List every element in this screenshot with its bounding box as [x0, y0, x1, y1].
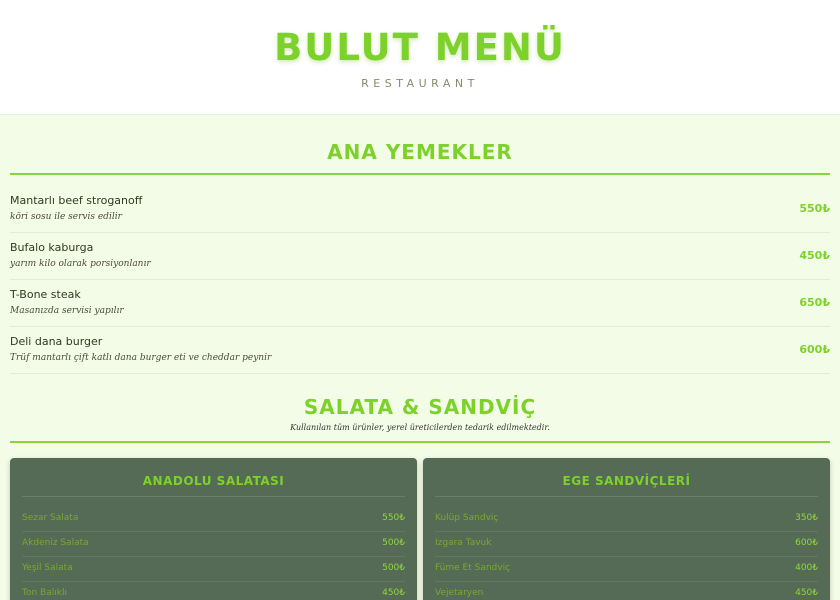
- menu-item-price: 550₺: [799, 202, 830, 215]
- card-row: [435, 557, 818, 582]
- card-divider: [435, 496, 818, 497]
- card-title: ANADOLU SALATASI: [142, 474, 285, 488]
- card-row: [435, 507, 818, 532]
- menu-item-name: T-Bone steak: [10, 288, 81, 301]
- card-row-price: 350₺: [795, 513, 818, 523]
- salad-card: [10, 458, 417, 600]
- menu-item: [10, 280, 830, 327]
- card-row: [435, 532, 818, 557]
- menu-item-name: Mantarlı beef stroganoff: [10, 194, 143, 207]
- menu-item-price: 450₺: [799, 249, 830, 262]
- sandwich-card: [423, 458, 830, 600]
- menu-item-desc: Trüf mantarlı çift katlı dana burger eti ve cheddar peynir: [10, 353, 272, 363]
- card-row-price: 500₺: [382, 538, 405, 548]
- card-row: [22, 507, 405, 532]
- main-courses-divider: [10, 173, 830, 175]
- main-courses-list: [10, 186, 830, 374]
- card-row-name: Füme Et Sandviç: [435, 563, 511, 573]
- card-row: [22, 582, 405, 600]
- menu-item-desc: yarım kilo olarak porsiyonlanır: [10, 259, 151, 269]
- main-courses-title: ANA YEMEKLER: [327, 140, 513, 164]
- menu-item-desc: köri sosu ile servis edilir: [10, 212, 122, 222]
- menu-item-name: Deli dana burger: [10, 335, 103, 348]
- card-row-name: Akdeniz Salata: [22, 538, 89, 548]
- card-row-price: 600₺: [795, 538, 818, 548]
- menu-item-desc: Masanızda servisi yapılır: [10, 306, 124, 316]
- card-row-price: 400₺: [795, 563, 818, 573]
- brand-tagline: RESTAURANT: [361, 77, 479, 90]
- card-row-name: Ton Balıklı: [22, 588, 67, 598]
- site-header: [0, 0, 840, 115]
- card-row-price: 450₺: [795, 588, 818, 598]
- card-row-price: 450₺: [382, 588, 405, 598]
- card-row-name: Kulüp Sandviç: [435, 513, 499, 523]
- card-row-price: 500₺: [382, 563, 405, 573]
- menu-item: [10, 233, 830, 280]
- card-row: [22, 532, 405, 557]
- salad-sandwich-title: SALATA & SANDVİÇ: [303, 395, 537, 419]
- menu-item-price: 600₺: [799, 343, 830, 356]
- salad-sandwich-divider: [10, 441, 830, 443]
- card-row-name: Izgara Tavuk: [435, 538, 492, 548]
- card-row-price: 550₺: [382, 513, 405, 523]
- card-row-name: Sezar Salata: [22, 513, 79, 523]
- card-row-name: Vejetaryen: [435, 588, 484, 598]
- menu-item: [10, 186, 830, 233]
- card-title: EGE SANDVİÇLERİ: [562, 474, 691, 488]
- brand-title: BULUT MENÜ: [274, 26, 566, 69]
- menu-item-name: Bufalo kaburga: [10, 241, 94, 254]
- card-divider: [22, 496, 405, 497]
- card-row-name: Yeşil Salata: [22, 563, 73, 573]
- menu-item-price: 650₺: [799, 296, 830, 309]
- card-row: [435, 582, 818, 600]
- menu-item: [10, 327, 830, 374]
- card-row: [22, 557, 405, 582]
- sourcing-note: Kullanılan tüm ürünler, yerel üreticilerden tedarik edilmektedir.: [290, 423, 550, 432]
